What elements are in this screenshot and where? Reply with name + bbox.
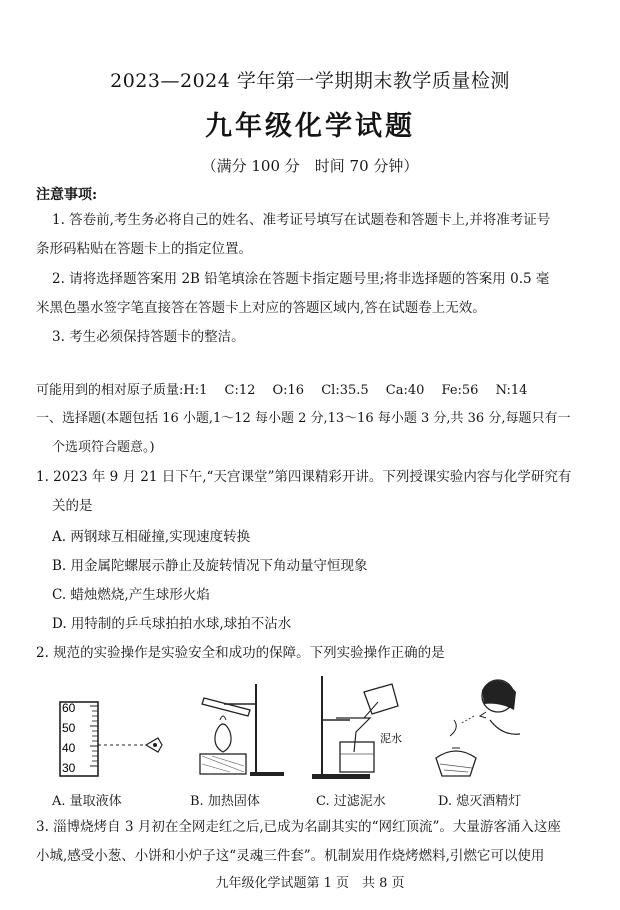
note-item-2-line-1: 2. 请将选择题答案用 2B 铅笔填涂在答题卡指定题号里;将非选择题的答案用 0.5 毫 [52, 271, 550, 287]
question-1-line-1: 1. 2023 年 9 月 21 日下午,“天宫课堂”第四课精彩开讲。下列授课实验内容与化学研究有 [36, 469, 572, 485]
question-1-option-c: C. 蜡烛燃烧,产生球形火焰 [52, 587, 210, 603]
scale-label-50: 50 [62, 721, 76, 735]
note-item-1-line-1: 1. 答卷前,考生务必将自己的姓名、准考证号填写在试题卷和答题卡上,并将准考证号 [52, 212, 551, 228]
alcohol-lamp-icon [436, 751, 476, 776]
question-1-line-2: 关的是 [52, 498, 93, 514]
exam-info: （满分 100 分 时间 70 分钟） [201, 157, 419, 175]
question-3-line-2: 小城,感受小葱、小饼和小炉子这“灵魂三件套”。机制炭用作烧烤燃料,引燃它可以使用 [36, 848, 545, 864]
section-1-line-1: 一、选择题(本题包括 16 小题,1～12 每小题 2 分,13～16 每小题 3 分,共 36 分,每题只有一 [36, 411, 571, 426]
notes-title: 注意事项: [36, 187, 98, 203]
caption-c: C. 过滤泥水 [316, 794, 386, 809]
question-1-option-a: A. 两钢球互相碰撞,实现速度转换 [52, 529, 251, 545]
note-item-2-line-2: 米黑色墨水签字笔直接答在答题卡上对应的答题区域内,答在试题卷上无效。 [36, 300, 486, 316]
atomic-masses: 可能用到的相对原子质量:H:1 C:12 O:16 Cl:35.5 Ca:40 Fe:56 N:14 [36, 383, 528, 398]
question-1-option-b: B. 用金属陀螺展示静止及旋转情况下角动量守恒现象 [52, 558, 368, 574]
page-footer: 九年级化学试题第 1 页 共 8 页 [215, 876, 405, 891]
beaker-icon [364, 684, 398, 714]
figure-c-filtration [310, 672, 420, 782]
figure-d-extinguish-lamp [430, 676, 540, 782]
exam-header-line: 2023—2024 学年第一学期期末教学质量检测 [110, 70, 510, 92]
question-1-option-d: D. 用特制的乒乓球拍拍水球,球拍不沾水 [52, 616, 292, 632]
mud-water-label: 泥水 [380, 732, 402, 745]
caption-b: B. 加热固体 [190, 794, 260, 809]
exam-title: 九年级化学试题 [205, 111, 415, 142]
note-item-1-line-2: 条形码粘贴在答题卡上的指定位置。 [36, 241, 252, 257]
figure-a-measuring-cylinder [58, 700, 168, 780]
caption-d: D. 熄灭酒精灯 [438, 794, 522, 809]
section-1-line-2: 个选项符合题意。) [52, 440, 155, 455]
question-2-stem: 2. 规范的实验操作是实验安全和成功的保障。下列实验操作正确的是 [36, 645, 445, 661]
caption-a: A. 量取液体 [52, 794, 122, 809]
scale-label-40: 40 [62, 741, 76, 755]
alcohol-lamp-icon [215, 724, 231, 752]
figure-b-heating-solid [190, 680, 290, 780]
scale-label-60: 60 [62, 701, 76, 715]
note-item-3: 3. 考生必须保持答题卡的整洁。 [52, 329, 245, 345]
scale-label-30: 30 [62, 761, 76, 775]
question-3-line-1: 3. 淄博烧烤自 3 月初在全网走红之后,已成为名副其实的“网红顶流”。大量游客涌入这座 [36, 819, 561, 835]
